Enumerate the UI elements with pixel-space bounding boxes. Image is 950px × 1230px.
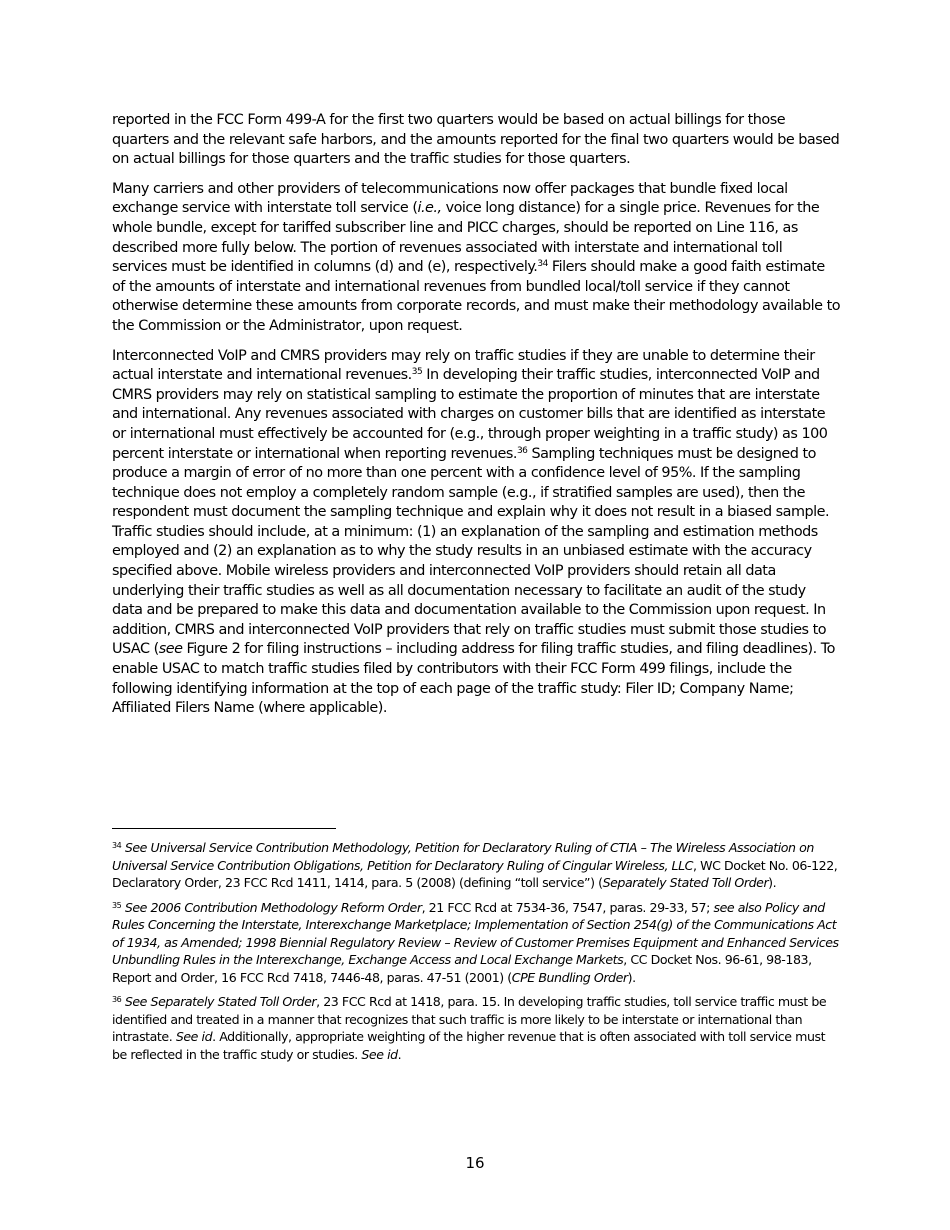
footnote-36 — [112, 993, 840, 1063]
footnote-separator — [112, 828, 336, 829]
paragraph-1 — [112, 111, 840, 170]
text-run: , WC Docket No. 06-122, Declaratory Order, 23 FCC Rcd 1411, 1414, para. 5 (2008) (defining “toll service”) ( — [112, 857, 838, 890]
italic-text: CPE Bundling Order — [511, 969, 628, 985]
footnote-reference: 36 — [112, 995, 122, 1004]
italic-text: See id — [175, 1029, 213, 1044]
text-run: reported in the FCC Form 499-A for the first two quarters would be based on actual billings for those quarters and the relevant safe harbors, and the amounts reported for the final two quarters would be based on actual billings for those quarters and the traffic studies for those quarters. — [112, 112, 840, 168]
text-run: , 23 FCC Rcd at 1418, para. 15. In developing traffic studies, toll service traffic must be identified and treated in a manner that recognizes that such traffic is more likely to be interstate or international than intrastate. — [112, 994, 827, 1044]
footnote-reference: 35 — [411, 367, 423, 378]
footnote-reference: 36 — [516, 445, 528, 456]
text-run: . Additionally, appropriate weighting of the higher revenue that is often associated with toll service must be reflected in the traffic study or studies. — [112, 1029, 826, 1062]
footnote-reference: 34 — [112, 841, 122, 850]
text-run: , CC Docket Nos. 96-61, 98-183, Report and Order, 16 FCC Rcd 7418, 7446-48, paras. 47-51 (2001) ( — [112, 952, 812, 985]
paragraph-3 — [112, 347, 840, 719]
italic-text: see also Policy and Rules Concerning the Interstate, Interexchange Marketplace; Implementation of Section 254(g) of the Communications Act of 1934, as Amended; 1998 Biennial Regulatory Review – Review of Customer Premises Equipment and Enhanced Services Unbundling Rules in the Interexchange, Exchange Access and Local Exchange Markets — [112, 899, 839, 967]
text-run: Sampling techniques must be designed to produce a margin of error of no more than one percent with a confidence level of 95%. If the sampling technique does not employ a completely random sample (e.g., if stratified samples are used), then the respondent must document the sampling technique and explain why it does not result in a biased sample. Traffic studies should include, at a minimum: (1) an explanation of the sampling and estimation methods employed and (2) an explanation as to why the study results in an unbiased estimate with the accuracy specified above. Mobile wireless providers and interconnected VoIP providers should retain all data underlying their traffic studies as well as all documentation necessary to facilitate an audit of the study data and be prepared to make this data and documentation available to the Commission upon request. In addition, CMRS and interconnected VoIP providers that rely on traffic studies must submit those studies to USAC ( — [112, 445, 830, 658]
text-run: , 21 FCC Rcd at 7534-36, 7547, paras. 29-33, 57; — [421, 899, 714, 915]
text-run: ). — [768, 875, 777, 890]
footnote-reference: 34 — [537, 259, 548, 270]
italic-text: See 2006 Contribution Methodology Reform Order — [124, 899, 422, 915]
text-run: Figure 2 for filing instructions – including address for filing traffic studies, and filing deadlines). To enable USAC to match traffic studies filed by contributors with their FCC Form 499 filings, include the following identifying information at the top of each page of the traffic study: Filer ID; Company Name; Affiliated Filers Name (where applicable). — [112, 641, 835, 717]
text-run: ). — [627, 969, 636, 985]
text-run: Filers should make a good faith estimate of the amounts of interstate and international revenues from bundled local/toll service if they cannot otherwise determine these amounts from corporate records, and must make their methodology available to the Commission or the Administrator, upon request. — [112, 259, 841, 334]
page-number: 16 — [465, 1154, 485, 1172]
text-run: . — [397, 1046, 402, 1062]
italic-text: see — [158, 641, 183, 658]
footnote-reference: 35 — [112, 900, 122, 910]
italic-text: See id — [361, 1046, 398, 1062]
italic-text: i.e., — [417, 200, 442, 217]
document-body — [112, 111, 840, 729]
text-run: In developing their traffic studies, interconnected VoIP and CMRS providers may rely on statistical sampling to estimate the proportion of minutes that are interstate and international. Any revenues associated with charges on customer bills that are identified as interstate or international must effectively be accounted for (e.g., through proper weighting in a traffic study) as 100 percent interstate or international when reporting revenues. — [112, 367, 828, 462]
paragraph-2 — [112, 180, 840, 337]
text-run: voice long distance) for a single price. Revenues for the whole bundle, except for tariffed subscriber line and PICC charges, should be reported on Line 116, as described more fully below. The portion of revenues associated with interstate and international toll services must be identified in columns (d) and (e), respectively. — [112, 200, 820, 276]
italic-text: See Universal Service Contribution Methodology, Petition for Declaratory Ruling of CTIA – The Wireless Association on Universal Service Contribution Obligations, Petition for Declaratory Ruling of Cingular Wireless, LLC — [112, 840, 814, 873]
text-run: Interconnected VoIP and CMRS providers may rely on traffic studies if they are unable to determine their actual interstate and international revenues. — [112, 347, 815, 384]
footnote-34 — [112, 839, 840, 892]
text-run: Many carriers and other providers of telecommunications now offer packages that bundle fixed local exchange service with interstate toll service ( — [112, 180, 788, 217]
footnote-35 — [112, 899, 840, 987]
italic-text: Separately Stated Toll Order — [602, 875, 769, 890]
footnotes-section — [112, 828, 840, 1070]
italic-text: See Separately Stated Toll Order — [124, 994, 317, 1009]
